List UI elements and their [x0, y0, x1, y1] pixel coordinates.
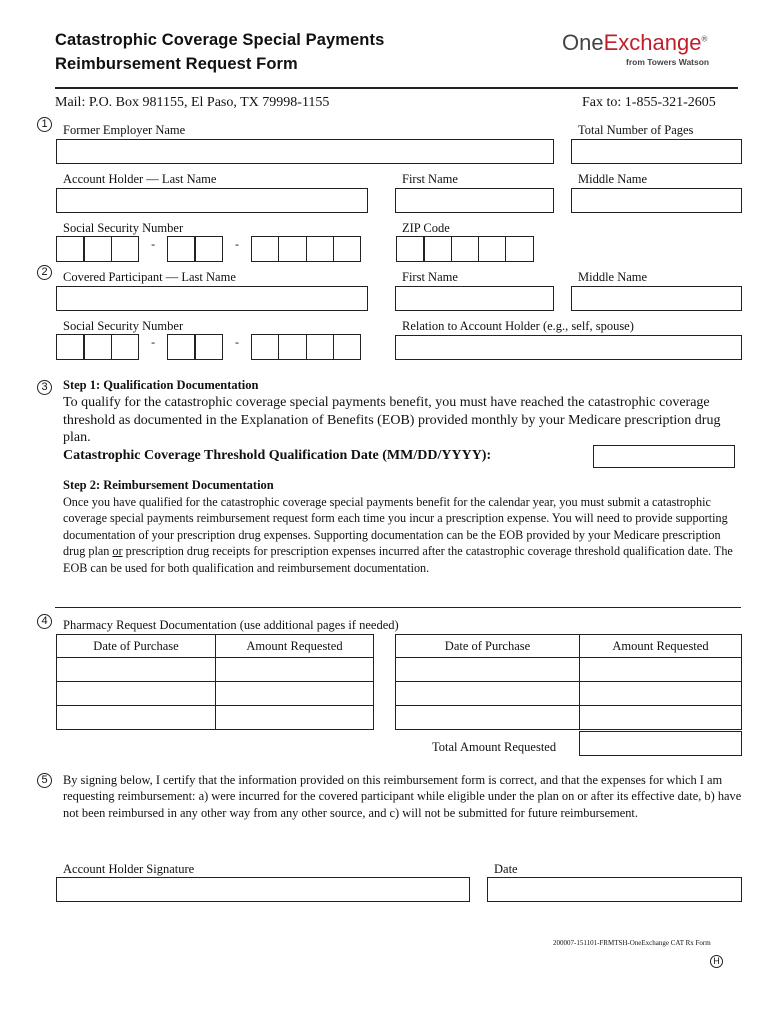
- covered-participant-last-name-field[interactable]: [56, 286, 368, 311]
- ssn-separator: -: [151, 237, 156, 251]
- table-row: [57, 682, 374, 706]
- step2-title: Step 2: Reimbursement Documentation: [63, 478, 274, 492]
- account-holder-last-name-field[interactable]: [56, 188, 368, 213]
- threshold-date-field[interactable]: [593, 445, 735, 468]
- total-amount-field[interactable]: [579, 731, 742, 756]
- ssn-serial-group[interactable]: [251, 236, 361, 262]
- threshold-date-label: Catastrophic Coverage Threshold Qualification Date (MM/DD/YYYY):: [63, 448, 492, 463]
- ssn-area-group[interactable]: [56, 236, 139, 262]
- step2-text: Once you have qualified for the catastrophic coverage special payments benefit for the calendar year, you must submit a catastrophic coverage special payments reimbursement request form each time you incur a prescription expense. You will need to provide supporting documentation of your prescription drug expenses. Supporting documentation can be the EOB provided by your Medicare prescription drug plan or prescription drug receipts for prescription expenses incurred after the catastrophic coverage threshold qualification date. The EOB can be used for both qualification and reimbursement documentation.: [63, 495, 733, 575]
- amount-cell[interactable]: [216, 706, 374, 730]
- section-4-marker: 4: [37, 614, 52, 629]
- relation-label: Relation to Account Holder (e.g., self, spouse): [402, 319, 634, 333]
- ssn-serial-group[interactable]: [251, 334, 361, 360]
- col-date-of-purchase: Date of Purchase: [57, 635, 216, 658]
- table-row: [396, 706, 742, 730]
- logo-subtitle: from Towers Watson: [626, 57, 710, 67]
- header-rule: [55, 87, 738, 89]
- signature-date-field[interactable]: [487, 877, 742, 902]
- amount-cell[interactable]: [580, 682, 742, 706]
- covered-participant-first-name-field[interactable]: [395, 286, 554, 311]
- certification-text: By signing below, I certify that the information provided on this reimbursement form is correct, and that the expenses for which I am requesting reimbursement: a) were incurred for the covered participant while eligible under the plan on or after its effective date, b) have not been reimbursed in any other way from any other source, and c) will not be submitted for future reimbursement.: [63, 773, 742, 820]
- table-row: [396, 658, 742, 682]
- date-cell[interactable]: [57, 658, 216, 682]
- step1-text: To qualify for the catastrophic coverage special payments benefit, you must have reached the catastrophic coverage threshold as documented in the Explanation of Benefits (EOB) provided monthly by your Medicare prescription drug plan.: [63, 395, 721, 446]
- account-holder-middle-name-field[interactable]: [571, 188, 742, 213]
- footer-mark: H: [710, 955, 723, 968]
- account-holder-first-name-label: First Name: [402, 172, 458, 186]
- section-3-marker: 3: [37, 380, 52, 395]
- ssn-group-group[interactable]: [167, 236, 223, 262]
- zip-code-field[interactable]: [396, 236, 534, 262]
- col-date-of-purchase: Date of Purchase: [396, 635, 580, 658]
- col-amount-requested: Amount Requested: [580, 635, 742, 658]
- table-row: [57, 706, 374, 730]
- covered-participant-ssn-field[interactable]: [56, 334, 361, 360]
- date-cell[interactable]: [57, 682, 216, 706]
- zip-code-label: ZIP Code: [402, 221, 450, 235]
- date-cell[interactable]: [396, 682, 580, 706]
- signature-date-label: Date: [494, 862, 518, 876]
- account-holder-last-name-label: Account Holder — Last Name: [63, 172, 217, 186]
- form-title-line1: Catastrophic Coverage Special Payments: [55, 31, 385, 49]
- covered-participant-middle-name-label: Middle Name: [578, 270, 648, 284]
- date-cell[interactable]: [396, 658, 580, 682]
- step1-title: Step 1: Qualification Documentation: [63, 378, 259, 392]
- section-divider: [55, 607, 741, 608]
- total-amount-label: Total Amount Requested: [432, 740, 557, 754]
- form-code: 200007-151101-FRMTSH-OneExchange CAT Rx Form: [553, 939, 711, 947]
- former-employer-label: Former Employer Name: [63, 123, 186, 137]
- pharmacy-table-right: [395, 634, 742, 730]
- form-title-line2: Reimbursement Request Form: [55, 55, 298, 73]
- amount-cell[interactable]: [580, 658, 742, 682]
- table-row: [57, 658, 374, 682]
- account-holder-ssn-label: Social Security Number: [63, 221, 184, 235]
- covered-participant-first-name-label: First Name: [402, 270, 458, 284]
- section-2-marker: 2: [37, 265, 52, 280]
- total-pages-label: Total Number of Pages: [578, 123, 694, 137]
- signature-label: Account Holder Signature: [63, 862, 195, 876]
- section-5-marker: 5: [37, 773, 52, 788]
- amount-cell[interactable]: [216, 658, 374, 682]
- pharmacy-table-left: [56, 634, 374, 730]
- covered-participant-ssn-label: Social Security Number: [63, 319, 184, 333]
- amount-cell[interactable]: [580, 706, 742, 730]
- ssn-separator: -: [234, 237, 239, 251]
- ssn-separator: -: [151, 335, 156, 349]
- relation-field[interactable]: [395, 335, 742, 360]
- covered-participant-last-name-label: Covered Participant — Last Name: [63, 270, 236, 284]
- account-holder-middle-name-label: Middle Name: [578, 172, 648, 186]
- date-cell[interactable]: [57, 706, 216, 730]
- ssn-group-group[interactable]: [167, 334, 223, 360]
- account-holder-ssn-field[interactable]: [56, 236, 361, 262]
- fax-number: Fax to: 1-855-321-2605: [582, 95, 716, 110]
- former-employer-field[interactable]: [56, 139, 554, 164]
- ssn-separator: -: [234, 335, 239, 349]
- account-holder-first-name-field[interactable]: [395, 188, 554, 213]
- col-amount-requested: Amount Requested: [216, 635, 374, 658]
- covered-participant-middle-name-field[interactable]: [571, 286, 742, 311]
- date-cell[interactable]: [396, 706, 580, 730]
- mail-address: Mail: P.O. Box 981155, El Paso, TX 79998-1155: [55, 95, 330, 110]
- section-1-marker: 1: [37, 117, 52, 132]
- pharmacy-documentation-title: Pharmacy Request Documentation (use additional pages if needed): [63, 618, 399, 632]
- table-row: [396, 682, 742, 706]
- ssn-area-group[interactable]: [56, 334, 139, 360]
- amount-cell[interactable]: [216, 682, 374, 706]
- oneexchange-logo: OneExchange®: [562, 30, 708, 55]
- total-pages-field[interactable]: [571, 139, 742, 164]
- signature-field[interactable]: [56, 877, 470, 902]
